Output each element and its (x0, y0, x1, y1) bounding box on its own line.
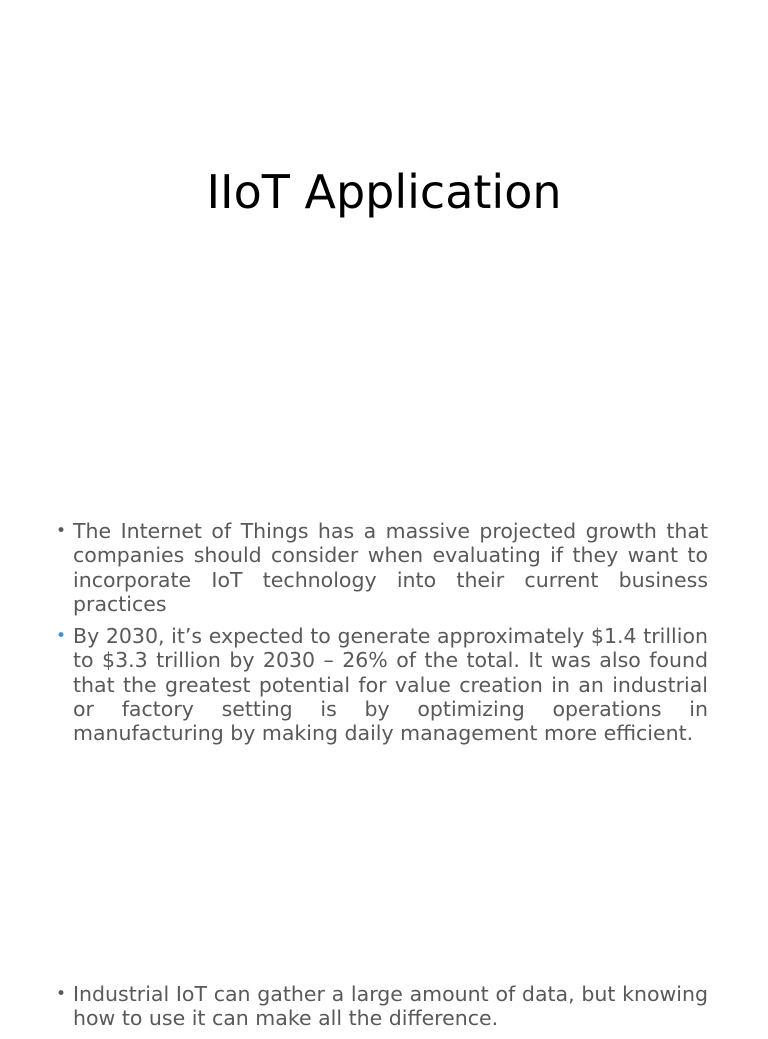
bullet-text: Industrial IoT can gather a large amount of data, but knowing how to use it can make all the difference. (73, 982, 708, 1031)
bullet-icon: • (56, 626, 67, 647)
bullet-item-data (56, 982, 708, 1031)
bullet-item-2030-forecast (56, 624, 708, 745)
bullet-text: By 2030, it’s expected to generate approximately $1.4 trillion to $3.3 trillion by 2030 – 26% of the total. It was also found that the greatest potential for value creation in an industrial or factory setting is by optimizing operations in manufacturing by making daily management more efficient. (73, 624, 708, 746)
slide-title: IIoT Application (206, 165, 562, 219)
bullet-icon: • (56, 984, 67, 1004)
bullet-item-growth (56, 519, 708, 616)
bullet-list-upper (56, 519, 708, 754)
bullet-icon: • (56, 521, 67, 541)
bullet-list-lower (56, 982, 708, 1039)
bullet-text: The Internet of Things has a massive projected growth that companies should consider when evaluating if they want to incorporate IoT technology into their current business practices (73, 519, 708, 616)
